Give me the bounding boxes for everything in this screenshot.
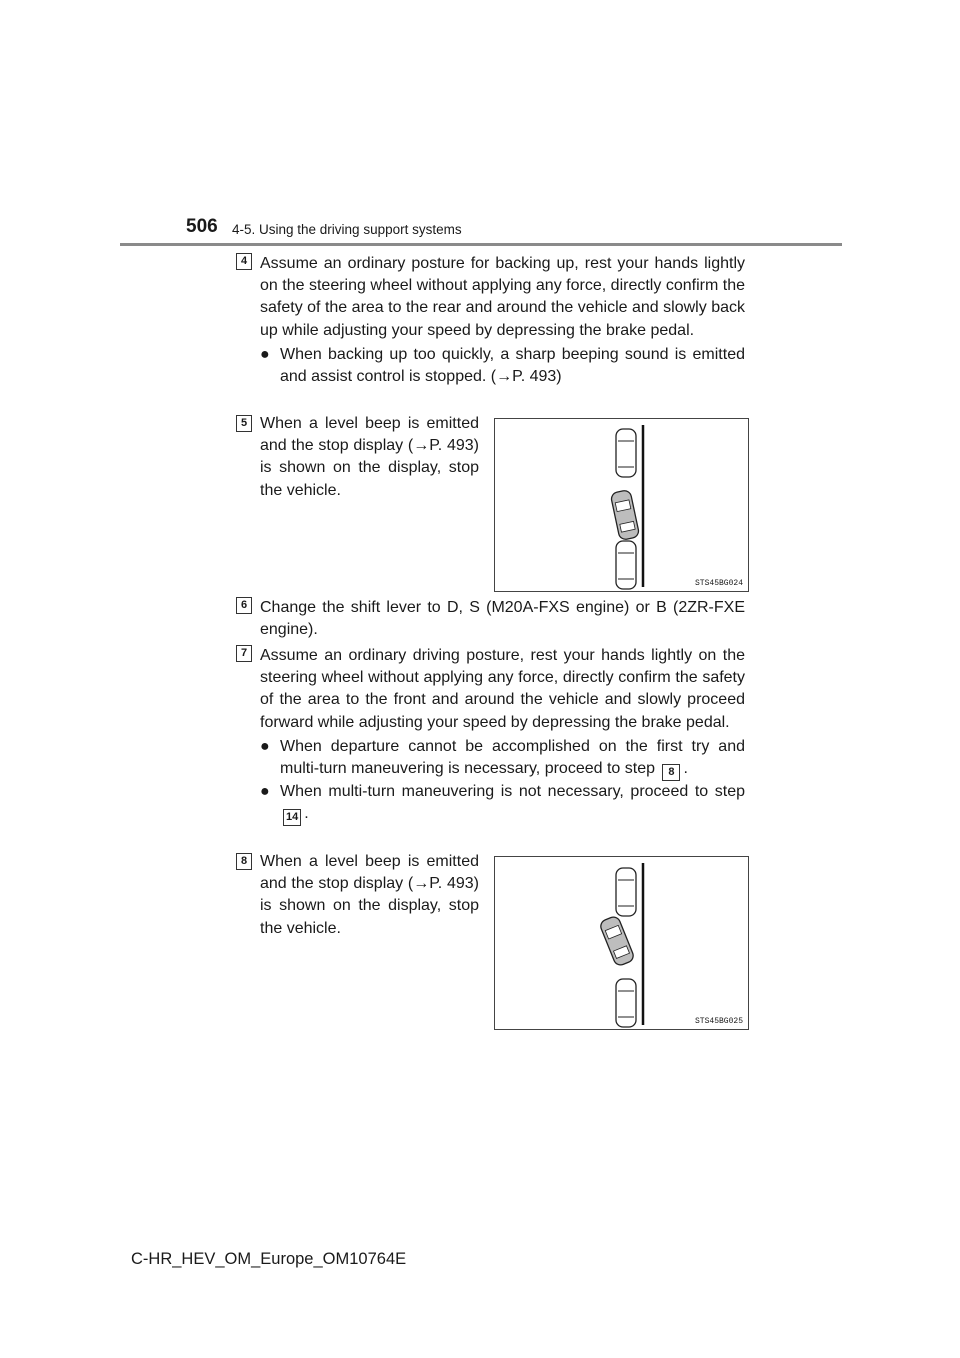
step-7-block — [260, 645, 745, 826]
bullet-marker: ● — [260, 783, 270, 801]
step-4-bullet — [260, 344, 745, 388]
own-car — [599, 915, 636, 967]
section-title: 4-5. Using the driving support systems — [232, 222, 462, 237]
figure-parking-2 — [494, 856, 749, 1030]
bullet-text: When backing up too quickly, a sharp beeping sound is emitted and assist control is stopped. (→P. 493) — [280, 345, 745, 386]
bullet-text-end: . — [683, 760, 688, 778]
figure-code: STS45BG025 — [694, 1017, 743, 1026]
step-ref-8: 8 — [662, 764, 680, 781]
parking-diagram-2 — [495, 857, 750, 1031]
figure-code: STS45BG024 — [694, 579, 743, 588]
step-6-text: Change the shift lever to D, S (M20A-FXS engine) or B (2ZR-FXE engine). — [260, 599, 745, 639]
bullet-marker: ● — [260, 737, 270, 755]
footer-doc-id: C-HR_HEV_OM_Europe_OM10764E — [131, 1250, 407, 1268]
step-badge-6: 6 — [236, 597, 252, 614]
step-4-block — [260, 253, 745, 388]
own-car — [610, 489, 640, 540]
parked-car-front — [616, 429, 636, 477]
bullet-text: When departure cannot be accomplished on the first try and multi-turn maneuvering is necessary, proceed to step — [280, 737, 745, 778]
parked-car-rear — [616, 979, 636, 1027]
step-7-text: Assume an ordinary driving posture, rest your hands lightly on the steering wheel without applying any force, directly confirm the safety of the area to the front and around the vehicle and slowly proceed forward while adjusting your speed by depressing the brake pedal. — [260, 647, 745, 731]
step-badge-7: 7 — [236, 645, 252, 662]
step-7-bullet-2 — [260, 781, 745, 826]
figure-parking-1 — [494, 418, 749, 592]
step-4-text: Assume an ordinary posture for backing up, rest your hands lightly on the steering wheel without applying any force, directly confirm the safety of the area to the rear and around the vehicle and slowly back up while adjusting your speed by depressing the brake pedal. — [260, 255, 745, 339]
step-7-bullet-1 — [260, 736, 745, 781]
header-rule — [120, 243, 842, 246]
step-ref-14: 14 — [283, 809, 301, 826]
bullet-text-end: . — [304, 805, 309, 823]
parking-diagram-1 — [495, 419, 750, 593]
parked-car-rear — [616, 541, 636, 589]
step-badge-5: 5 — [236, 415, 252, 432]
page-number: 506 — [186, 216, 218, 237]
bullet-text: When multi-turn maneuvering is not necessary, proceed to step — [280, 783, 745, 801]
step-8-text: When a level beep is emitted and the stop display (→P. 493) is shown on the display, stop the vehicle. — [260, 853, 479, 937]
step-badge-8: 8 — [236, 853, 252, 870]
step-5-text: When a level beep is emitted and the stop display (→P. 493) is shown on the display, stop the vehicle. — [260, 415, 479, 499]
parked-car-front — [616, 868, 636, 916]
bullet-marker: ● — [260, 345, 270, 363]
step-badge-4: 4 — [236, 253, 252, 270]
